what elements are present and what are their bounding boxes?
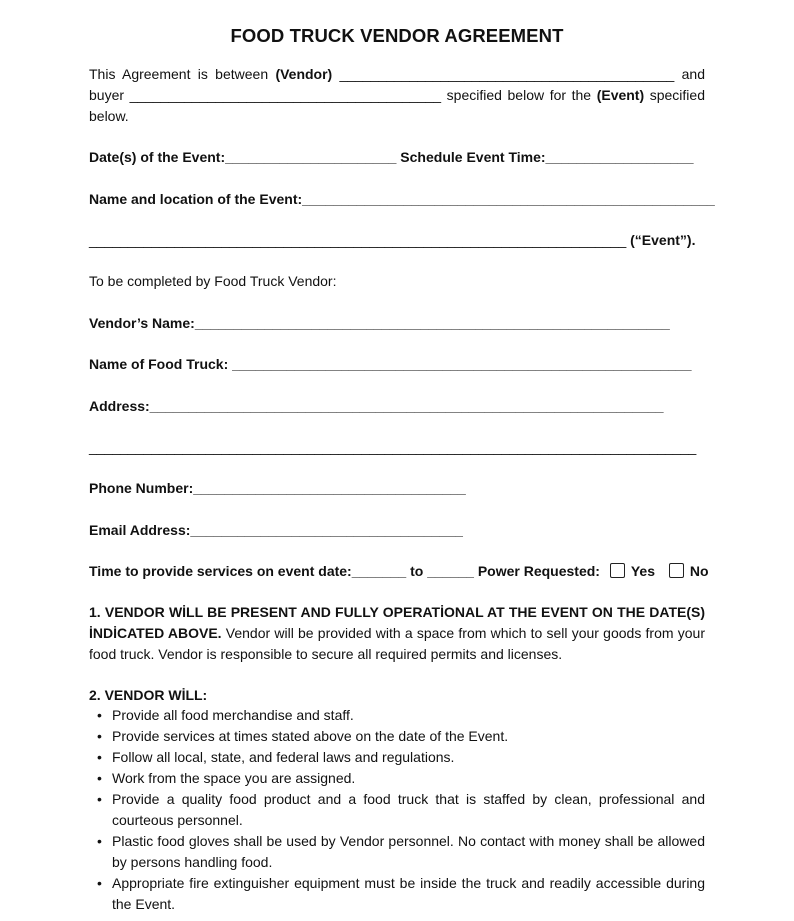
section-1-heading: 1. VENDOR WİLL BE PRESENT AND FULLY OPERATİONAL AT THE EVENT ON THE DATE(S) İNDİCATED ABOVE. — [89, 604, 705, 641]
bullet-icon: • — [97, 791, 102, 807]
vendor-name-field: Vendor’s Name:_____________________________________________________________ — [89, 315, 670, 331]
document-title: FOOD TRUCK VENDOR AGREEMENT — [230, 25, 564, 46]
service-time-power-row — [89, 561, 709, 581]
list-item: • Provide services at times stated above on the date of the Event. — [89, 726, 705, 747]
event-line-blank: _____________________________________________________________________ — [89, 232, 631, 248]
vendor-section-heading: To be completed by Food Truck Vendor: — [89, 273, 337, 289]
vendor-obligations-list — [89, 705, 705, 915]
bullet-icon: • — [97, 749, 102, 765]
intro-text-3: specified — [644, 87, 705, 103]
bullet-icon: • — [97, 707, 102, 723]
list-item: • Follow all local, state, and federal laws and regulations. — [89, 747, 705, 768]
event-dates-field: Date(s) of the Event:______________________ Schedule Event Time:___________________ — [89, 149, 694, 165]
address-line-2: ______________________________________________________________________________ — [89, 439, 697, 455]
intro-and: and — [681, 66, 705, 82]
power-yes-label: Yes — [630, 563, 655, 579]
list-item: • Provide a quality food product and a food truck that is staffed by clean, professional and courteous personnel. — [97, 791, 705, 828]
vendor-blank: ___________________________________________ — [332, 66, 682, 82]
power-yes-checkbox[interactable] — [610, 563, 625, 578]
event-line-label: (“Event”). — [630, 232, 696, 248]
power-no-checkbox[interactable] — [669, 563, 684, 578]
section-1 — [89, 602, 705, 665]
intro-paragraph — [89, 64, 705, 127]
list-item: • Provide all food merchandise and staff. — [89, 705, 705, 726]
bullet-icon: • — [97, 875, 102, 891]
list-item: • Appropriate fire extinguisher equipment must be inside the truck and readily accessible during the Event. — [97, 875, 705, 912]
bullet-icon: • — [97, 833, 102, 849]
event-definition-line — [89, 230, 705, 250]
intro-text-2: buyer ________________________________________ specified below for the — [89, 87, 597, 103]
bullet-icon: • — [97, 770, 102, 786]
address-field: Address:__________________________________________________________________ — [89, 398, 664, 414]
event-term: (Event) — [596, 87, 645, 103]
phone-field: Phone Number:___________________________________ — [89, 480, 466, 496]
bullet-icon: • — [97, 728, 102, 744]
list-item: • Plastic food gloves shall be used by Vendor personnel. No contact with money shall be allowed by persons handling food. — [97, 833, 705, 870]
food-truck-name-field: Name of Food Truck: ___________________________________________________________ — [89, 356, 692, 372]
email-field: Email Address:___________________________________ — [89, 522, 463, 538]
power-no-label: No — [689, 563, 709, 579]
intro-text-1: This Agreement is between — [89, 66, 276, 82]
intro-text-4: below. — [89, 108, 129, 124]
vendor-term: (Vendor) — [275, 66, 333, 82]
list-item: • Work from the space you are assigned. — [89, 768, 705, 789]
section-1-body: Vendor will be provided with a space from which to sell your goods from your food truck. Vendor is responsible to secure all required permits and licenses. — [89, 625, 705, 662]
service-time-label: Time to provide services on event date:_______ to ______ Power Requested: — [89, 563, 600, 579]
event-name-location-field: Name and location of the Event:_____________________________________________________ — [89, 191, 715, 207]
section-2-heading: 2. VENDOR WİLL: — [89, 687, 208, 703]
